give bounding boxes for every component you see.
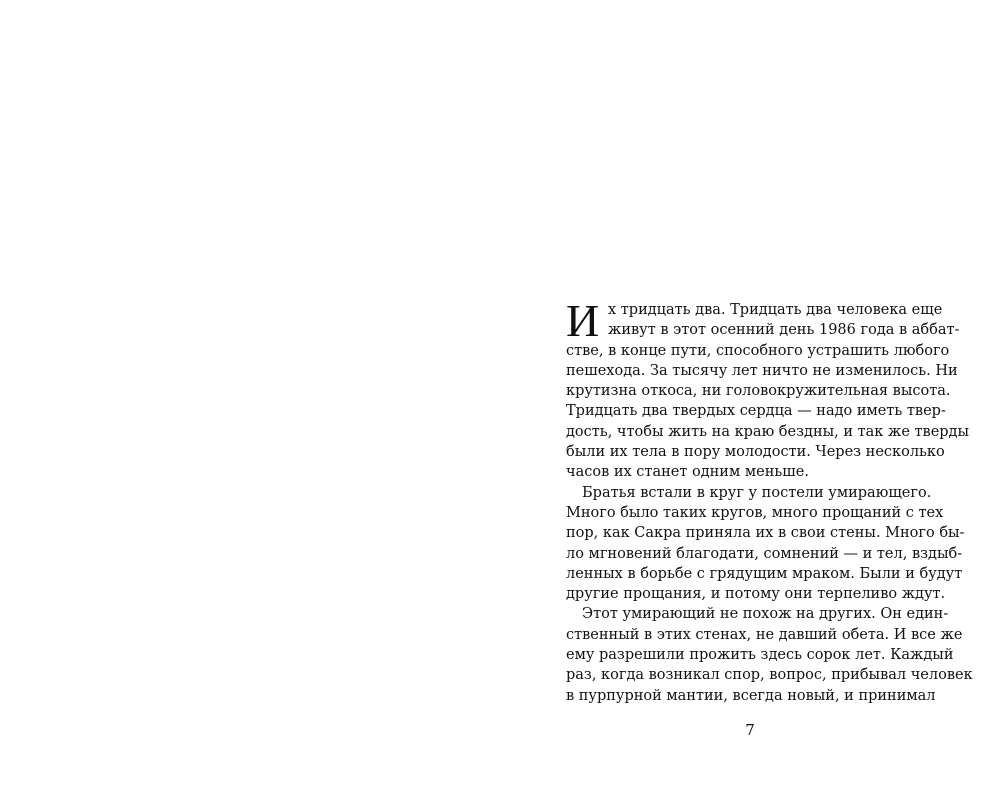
text-line: Этот умирающий не похож на других. Он един- — [582, 606, 949, 623]
text-line: были их тела в пору молодости. Через несколько — [566, 444, 945, 461]
text-line: пешехода. За тысячу лет ничто не изменилось. Ни — [566, 362, 958, 379]
text-line: Тридцать два твердых сердца — надо иметь твер- — [566, 403, 946, 420]
text-line: часов их станет одним меньше. — [566, 464, 809, 481]
text-line: Братья встали в круг у постели умирающего. — [582, 484, 932, 501]
text-line: Много было таких кругов, много прощаний с тех — [566, 504, 944, 521]
text-line: ственный в этих стенах, не давший обета. И все же — [566, 626, 963, 643]
text-line: стве, в конце пути, способного устрашить любого — [566, 342, 950, 359]
body-text — [566, 295, 973, 706]
text-line: х тридцать два. Тридцать два человека еще — [608, 302, 943, 318]
text-line: ло мгновений благодати, сомнений — и тел, вздыб- — [566, 545, 963, 562]
text-line: крутизна откоса, ни головокружительная высота. — [566, 383, 951, 400]
text-line: ему разрешили прожить здесь сорок лет. Каждый — [566, 647, 954, 664]
text-line: другие прощания, и потому они терпеливо ждут. — [566, 586, 946, 603]
text-line: ленных в борьбе с грядущим мраком. Были и будут — [566, 565, 963, 582]
text-line: живут в этот осенний день 1986 года в аббат- — [608, 322, 960, 339]
text-line: раз, когда возникал спор, вопрос, прибывал человек — [566, 667, 973, 684]
page-number: 7 — [745, 721, 755, 739]
text-line: дость, чтобы жить на краю бездны, и так же тверды — [566, 423, 970, 440]
drop-cap: И — [566, 295, 600, 346]
text-line: в пурпурной мантии, всегда новый, и принимал — [566, 687, 936, 704]
right-page — [500, 0, 1000, 787]
text-line: пор, как Сакра приняла их в свои стены. Много бы- — [566, 525, 965, 542]
